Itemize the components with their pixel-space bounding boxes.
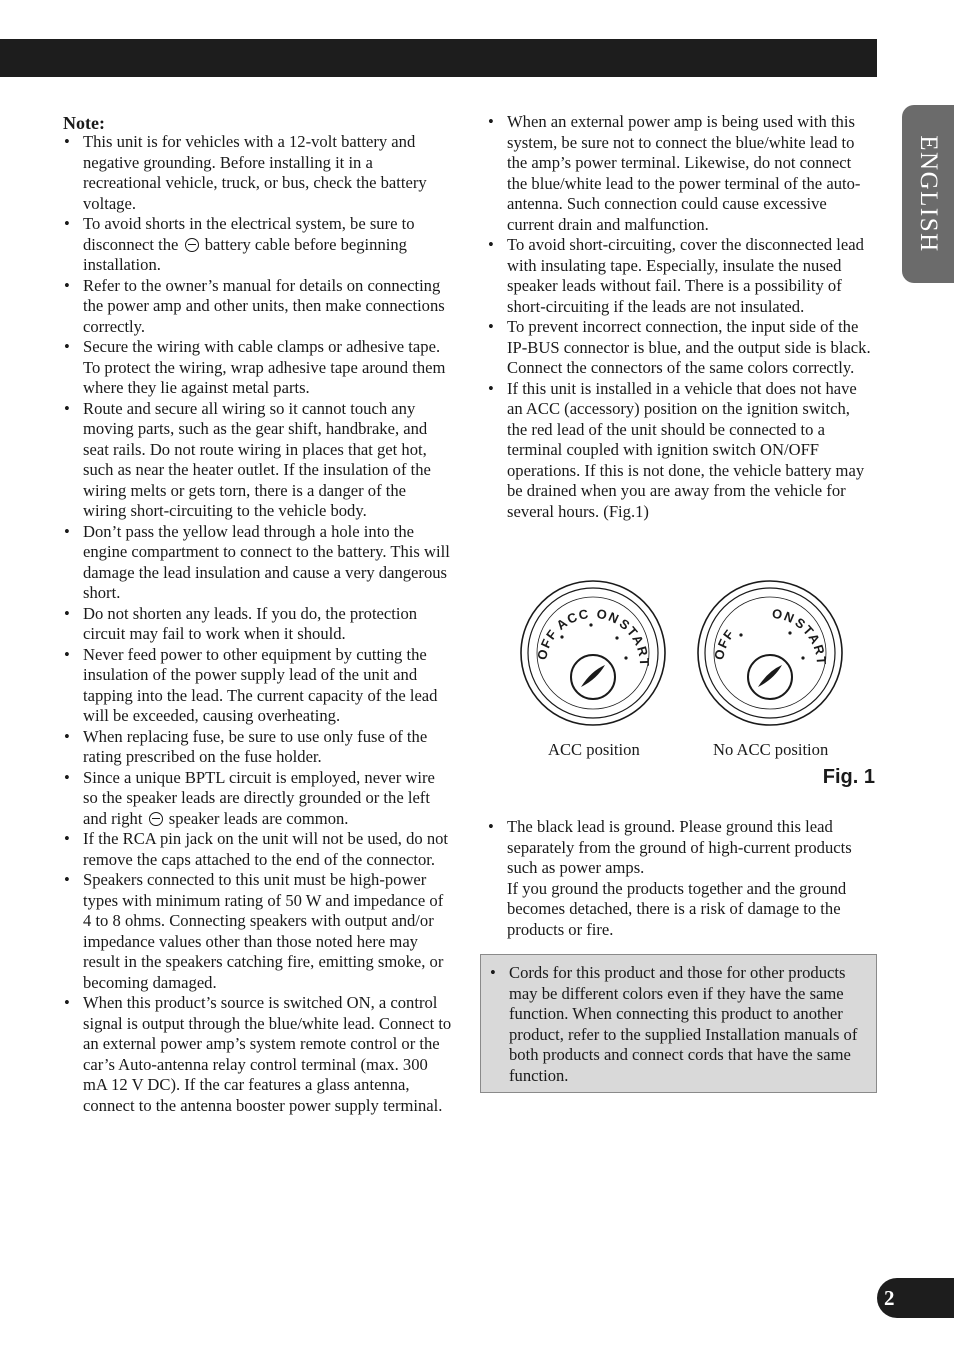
svg-text:START — [792, 615, 829, 667]
switch-label-off: OFF — [534, 625, 561, 662]
switch-label-off: OFF — [711, 625, 738, 662]
note-list — [487, 112, 874, 522]
switch-label-on: ON — [771, 605, 798, 627]
caption-acc-position: ACC position — [548, 740, 640, 759]
position-dot — [560, 635, 563, 638]
page-number: 2 — [877, 1278, 954, 1318]
svg-text:ACC — [554, 606, 591, 633]
svg-text:OFF — [711, 626, 738, 661]
list-item: • If the RCA pin jack on the unit will not be used, do not remove the caps attached to the end of the connector. — [63, 829, 453, 870]
list-item: • To avoid short-circuiting, cover the disconnected lead with insulating tape. Especially, insulate the nused speaker leads without fail. There is a possibility of short-circuiting if the leads are not insulated. — [487, 235, 874, 317]
list-item: • When an external power amp is being used with this system, be sure not to connect the blue/white lead to the amp’s power terminal. Likewise, do not connect the blue/white lead to the power terminal of the auto-antenna. Such connection could cause excessive current drain and malfunction. — [487, 112, 874, 235]
position-dot — [624, 656, 627, 659]
left-column — [63, 112, 453, 1116]
ignition-switch-diagrams — [487, 575, 877, 735]
note-list — [63, 132, 453, 1116]
item-text: speaker leads are common. — [168, 808, 349, 828]
position-dot — [739, 633, 742, 636]
negative-terminal-icon — [185, 238, 199, 252]
list-item: • When replacing fuse, be sure to use only fuse of the rating prescribed on the fuse holder. — [63, 727, 453, 768]
highlight-note-box — [480, 954, 877, 1093]
list-item: • Cords for this product and those for other products may be different colors even if they have the same function. When connecting this product to another product, refer to the supplied Installation manuals of both products and connect cords that have the same function. — [489, 963, 870, 1086]
list-item — [63, 214, 453, 276]
list-item: • Don’t pass the yellow lead through a hole into the engine compartment to connect to the battery. This will damage the lead insulation and cause a very dangerous short. — [63, 522, 453, 604]
position-dot — [615, 636, 618, 639]
position-dot — [788, 631, 791, 634]
list-item: • Route and secure all wiring so it cannot touch any moving parts, such as the gear shift, handbrake, and seat rails. Do not route wiring in places that get hot, such as near the heater outlet. If the insulation of the wiring melts or gets torn, there is a danger of the wiring short-circuiting to the vehicle body. — [63, 399, 453, 522]
note-list — [487, 817, 874, 940]
ground-note — [487, 817, 874, 940]
note-list — [489, 963, 870, 1086]
list-item: • Do not shorten any leads. If you do, the protection circuit may fail to work when it should. — [63, 604, 453, 645]
list-item: • To prevent incorrect connection, the input side of the IP-BUS connector is blue, and the output side is black. Connect the connectors of the same colors correctly. — [487, 317, 874, 379]
caption-no-acc-position: No ACC position — [713, 740, 829, 759]
position-dot — [801, 656, 804, 659]
list-item: • When this product’s source is switched ON, a control signal is output through the blue/white lead. Connect to an external power amp’s system remote control or the car’s Auto-antenna relay control terminal (max. 300 mA 12 V DC). If the car features a glass antenna, connect to the antenna booster power supply terminal. — [63, 993, 453, 1116]
list-item: • If this unit is installed in a vehicle that does not have an ACC (accessory) position on the ignition switch, the red lead of the unit should be connected to a terminal coupled with ignition switch ON/OFF operations. If this is not done, the vehicle battery may be drained when you are away from the vehicle for several hours. (Fig.1) — [487, 379, 874, 523]
position-dot — [589, 623, 592, 626]
switch-label-acc: ACC — [553, 605, 591, 633]
language-tab — [902, 105, 954, 283]
svg-text:START — [616, 616, 652, 668]
list-item — [63, 768, 453, 830]
acc-ignition-switch — [521, 581, 665, 725]
svg-text:ON — [595, 606, 622, 627]
item-text: If you ground the products together and the ground becomes detached, there is a risk of damage to the products or fire. — [507, 878, 847, 939]
no-acc-ignition-switch — [698, 581, 842, 725]
svg-text:OFF — [534, 626, 561, 661]
list-item: • Never feed power to other equipment by cutting the insulation of the power supply lead of the unit and tapping into the lead. The current capacity of the lead will be exceeded, causing overheating. — [63, 645, 453, 727]
item-text: To avoid shorts in the electrical system, be sure to disconnect the — [83, 214, 415, 254]
figure-1 — [487, 575, 877, 795]
item-text: battery cable before beginning installation. — [83, 234, 407, 274]
switch-label-start: START — [792, 614, 830, 667]
svg-text:ON — [771, 606, 798, 627]
list-item: • Speakers connected to this unit must be high-power types with minimum rating of 50 W and impedance of 4 to 8 ohms. Connecting speakers with output and/or impedance values other than those noted here may result in the speakers catching fire, emitting smoke, or becoming damaged. — [63, 870, 453, 993]
list-item: • Secure the wiring with cable clamps or adhesive tape. To protect the wiring, wrap adhesive tape around them where they lie against metal parts. — [63, 337, 453, 399]
item-text: Since a unique BPTL circuit is employed, never wire so the speaker leads are directly grounded or the left and right — [83, 767, 435, 828]
item-text: The black lead is ground. Please ground this lead separately from the ground of high-current products such as power amps. — [507, 817, 852, 877]
list-item: • This unit is for vehicles with a 12-volt battery and negative grounding. Before installing it in a recreational vehicle, truck, or bus, check the battery voltage. — [63, 132, 453, 214]
list-item — [487, 817, 874, 940]
list-item: • Refer to the owner’s manual for details on connecting the power amp and other units, then make connections correctly. — [63, 276, 453, 338]
switch-label-on: ON — [595, 605, 623, 628]
note-heading: Note: — [63, 113, 105, 133]
right-column — [487, 112, 874, 522]
switch-label-start: START — [616, 615, 653, 668]
header-bar — [0, 39, 877, 77]
language-tab-label: ENGLISH — [915, 135, 942, 253]
figure-label: Fig. 1 — [822, 766, 875, 788]
negative-terminal-icon — [149, 812, 163, 826]
